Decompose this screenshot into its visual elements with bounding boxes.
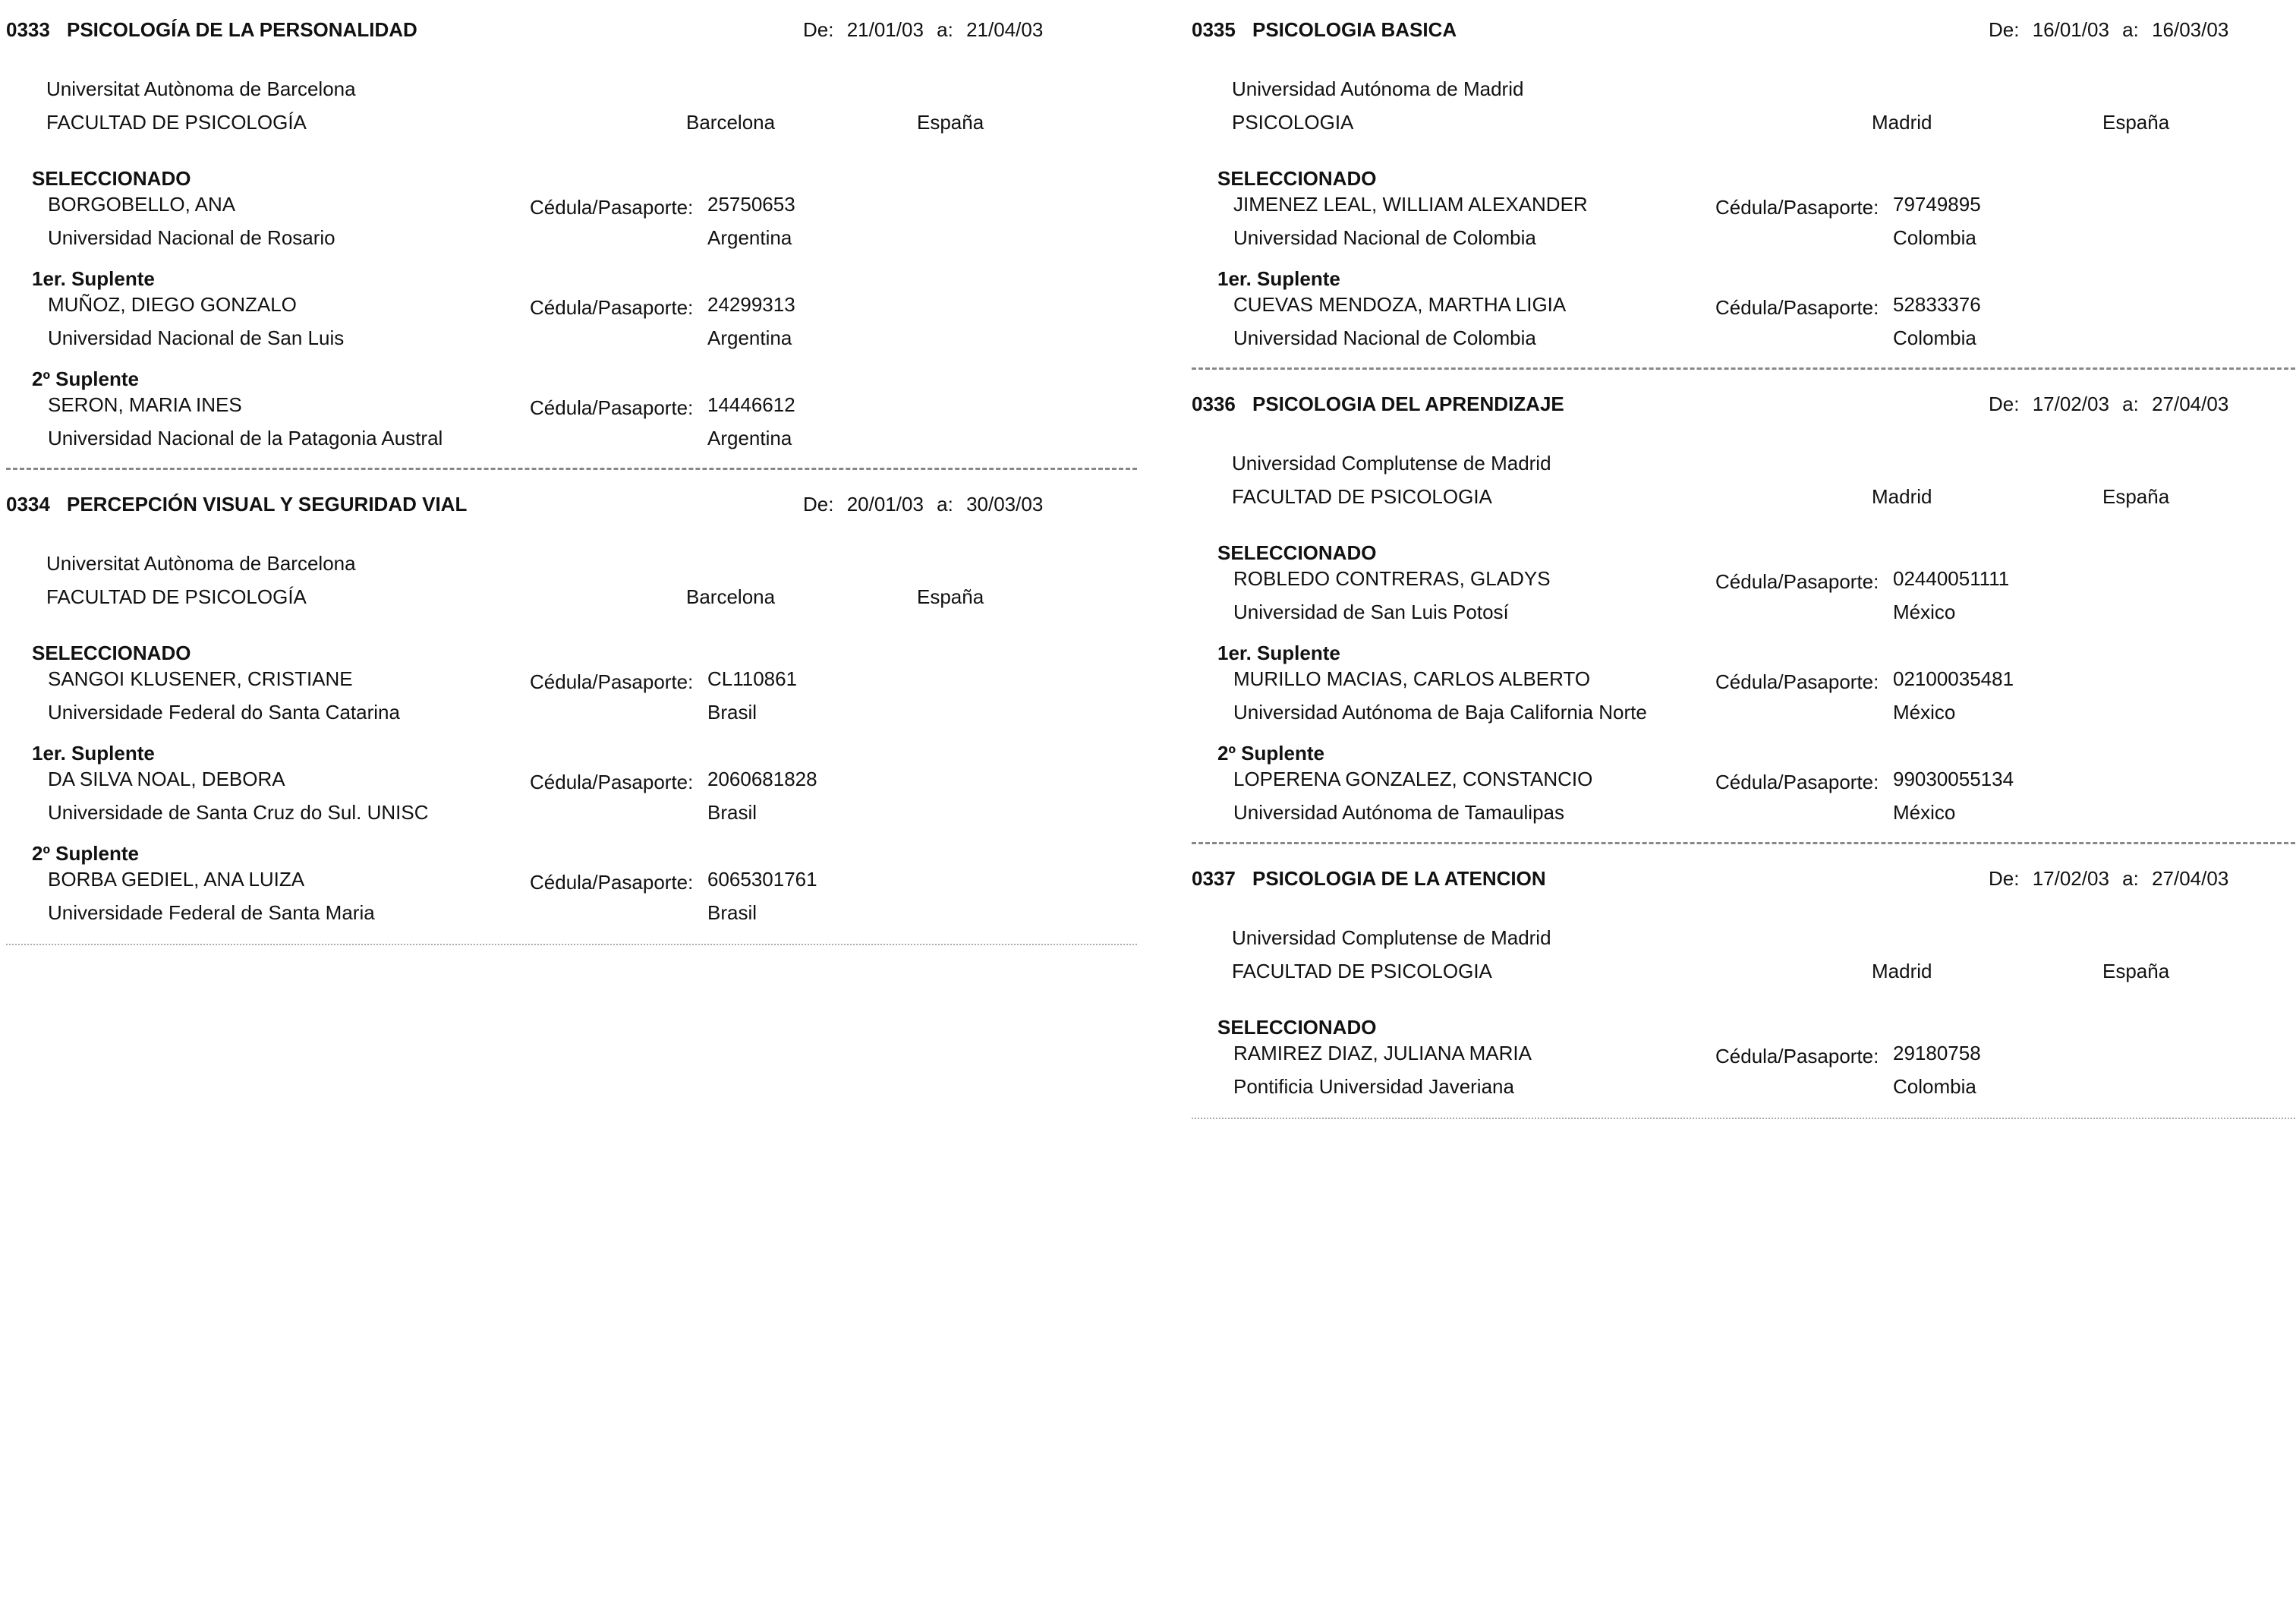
host-faculty: FACULTAD DE PSICOLOGIA: [1232, 485, 1492, 508]
candidate-entry: [1192, 538, 2296, 639]
candidate-name: BORBA GEDIEL, ANA LUIZA: [48, 868, 305, 891]
candidate-name-row: [1192, 768, 2296, 801]
course-title: PSICOLOGIA BASICA: [1252, 18, 1457, 41]
id-label: Cédula/Pasaporte:: [1715, 196, 1879, 219]
course-code: 0336: [1192, 393, 1236, 415]
candidate-name: RAMIREZ DIAZ, JULIANA MARIA: [1233, 1042, 1532, 1064]
right-column: [1192, 0, 2296, 1119]
candidate-id: 24299313: [707, 293, 795, 316]
section-divider: [1192, 842, 2296, 844]
candidate-name: JIMENEZ LEAL, WILLIAM ALEXANDER: [1233, 193, 1588, 216]
date-to: 30/03/03: [966, 493, 1044, 516]
host-faculty-row: [6, 111, 1137, 144]
candidate-university: Universidad Autónoma de Baja California Norte: [1233, 701, 1647, 724]
section-divider: [1192, 367, 2296, 370]
dates-from-label: De:: [803, 493, 834, 516]
candidate-role: 1er. Suplente: [1217, 642, 1340, 664]
candidate-name-row: [6, 293, 1137, 326]
host-institution-row: [1192, 452, 2296, 485]
candidate-name-row: [1192, 1042, 2296, 1075]
id-label: Cédula/Pasaporte:: [530, 871, 694, 894]
course-title: PERCEPCIÓN VISUAL Y SEGURIDAD VIAL: [67, 493, 468, 516]
host-city: Barcelona: [686, 111, 776, 134]
candidate-id: 29180758: [1893, 1042, 1981, 1064]
date-to: 27/04/03: [2152, 393, 2229, 415]
candidate-university-row: [1192, 801, 2296, 839]
candidate-country: Brasil: [707, 701, 757, 724]
top-margin: [6, 0, 1137, 18]
candidate-role: 2º Suplente: [32, 367, 139, 390]
candidate-role: 2º Suplente: [1217, 742, 1324, 765]
candidate-name: SANGOI KLUSENER, CRISTIANE: [48, 667, 353, 690]
candidate-role: SELECCIONADO: [32, 167, 191, 190]
candidate-role: 1er. Suplente: [32, 267, 155, 290]
course-code: 0334: [6, 493, 50, 516]
candidate-entry: [6, 264, 1137, 364]
host-faculty-row: [1192, 111, 2296, 144]
id-label: Cédula/Pasaporte:: [530, 771, 694, 793]
date-from: 17/02/03: [2032, 393, 2109, 415]
date-from: 16/01/03: [2032, 18, 2109, 41]
candidate-university-row: [6, 226, 1137, 264]
candidate-country: Argentina: [707, 427, 792, 449]
candidate-entry: [1192, 264, 2296, 364]
candidate-role: 2º Suplente: [32, 842, 139, 865]
host-faculty: PSICOLOGIA: [1232, 111, 1354, 134]
left-column: [6, 0, 1137, 945]
candidate-university: Universidade Federal do Santa Catarina: [48, 701, 400, 724]
candidate-name-row: [1192, 193, 2296, 226]
course-header: [1192, 393, 2296, 426]
course-dates: [1989, 867, 2236, 891]
course-header: [1192, 867, 2296, 900]
candidate-entry: [6, 639, 1137, 739]
candidate-university: Universidad Nacional de Colombia: [1233, 226, 1536, 249]
course-header: [6, 493, 1137, 526]
candidate-name-row: [6, 393, 1137, 427]
candidate-university: Universidad de San Luis Potosí: [1233, 601, 1509, 623]
host-faculty: FACULTAD DE PSICOLOGÍA: [46, 111, 307, 134]
candidate-university: Universidad Nacional de San Luis: [48, 326, 345, 349]
candidate-university: Universidade Federal de Santa Maria: [48, 901, 375, 924]
host-faculty: FACULTAD DE PSICOLOGÍA: [46, 585, 307, 608]
course-title: PSICOLOGÍA DE LA PERSONALIDAD: [67, 18, 417, 41]
dates-to-label: a:: [937, 18, 953, 41]
host-city: Madrid: [1872, 111, 1932, 134]
host-institution-row: [6, 77, 1137, 111]
candidate-name: MURILLO MACIAS, CARLOS ALBERTO: [1233, 667, 1591, 690]
host-faculty-row: [1192, 485, 2296, 519]
candidate-role: 1er. Suplente: [32, 742, 155, 765]
id-label: Cédula/Pasaporte:: [1715, 670, 1879, 693]
spacer: [6, 144, 1137, 164]
candidate-university-row: [1192, 226, 2296, 264]
host-faculty-row: [1192, 960, 2296, 993]
candidate-university: Universidad Nacional de Colombia: [1233, 326, 1536, 349]
date-to: 16/03/03: [2152, 18, 2229, 41]
candidate-name: BORGOBELLO, ANA: [48, 193, 236, 216]
id-label: Cédula/Pasaporte:: [1715, 1045, 1879, 1067]
candidate-name-row: [1192, 293, 2296, 326]
host-city: Madrid: [1872, 485, 1932, 508]
id-label: Cédula/Pasaporte:: [530, 296, 694, 319]
candidate-role: 1er. Suplente: [1217, 267, 1340, 290]
dates-to-label: a:: [2122, 393, 2139, 415]
candidate-id: 02100035481: [1893, 667, 2014, 690]
id-label: Cédula/Pasaporte:: [530, 670, 694, 693]
candidate-name: SERON, MARIA INES: [48, 393, 242, 416]
candidate-university-row: [1192, 1075, 2296, 1113]
candidate-list: [1192, 1013, 2296, 1113]
section-divider: [1192, 1118, 2296, 1119]
course-dates: [803, 18, 1050, 42]
dates-to-label: a:: [2122, 867, 2139, 890]
candidate-name-row: [1192, 667, 2296, 701]
course-block: [1192, 393, 2296, 839]
candidate-university-row: [6, 326, 1137, 364]
candidate-university: Universidade de Santa Cruz do Sul. UNISC: [48, 801, 429, 824]
candidate-university-row: [1192, 601, 2296, 639]
candidate-id: 99030055134: [1893, 768, 2014, 790]
course-block: [1192, 18, 2296, 364]
candidate-list: [6, 164, 1137, 465]
candidate-id: 25750653: [707, 193, 795, 216]
host-institution: Universidad Complutense de Madrid: [1232, 452, 1551, 475]
candidate-name: LOPERENA GONZALEZ, CONSTANCIO: [1233, 768, 1593, 790]
host-institution-row: [1192, 77, 2296, 111]
section-divider: [6, 944, 1137, 945]
host-institution: Universidad Complutense de Madrid: [1232, 926, 1551, 949]
host-faculty: FACULTAD DE PSICOLOGIA: [1232, 960, 1492, 982]
candidate-list: [1192, 538, 2296, 839]
course-header: [1192, 18, 2296, 52]
spacer: [1192, 144, 2296, 164]
course-header: [6, 18, 1137, 52]
host-city: Barcelona: [686, 585, 776, 608]
candidate-role: SELECCIONADO: [1217, 541, 1377, 564]
candidate-id: CL110861: [707, 667, 798, 690]
candidate-name-row: [1192, 567, 2296, 601]
host-country: España: [2102, 960, 2170, 982]
candidate-entry: [6, 739, 1137, 839]
dates-to-label: a:: [2122, 18, 2139, 41]
course-code: 0337: [1192, 867, 1236, 890]
course-code: 0333: [6, 18, 50, 41]
id-label: Cédula/Pasaporte:: [530, 196, 694, 219]
candidate-role: SELECCIONADO: [1217, 1016, 1377, 1039]
course-dates: [803, 493, 1050, 516]
host-institution: Universidad Autónoma de Madrid: [1232, 77, 1524, 100]
candidate-university-row: [1192, 326, 2296, 364]
course-dates: [1989, 393, 2236, 416]
candidate-id: 02440051111: [1893, 567, 2010, 590]
host-institution: Universitat Autònoma de Barcelona: [46, 77, 356, 100]
candidate-list: [1192, 164, 2296, 364]
candidate-name: MUÑOZ, DIEGO GONZALO: [48, 293, 297, 316]
course-title: PSICOLOGIA DEL APRENDIZAJE: [1252, 393, 1564, 415]
course-code: 0335: [1192, 18, 1236, 41]
candidate-entry: [6, 164, 1137, 264]
course-block: [1192, 867, 2296, 1113]
dates-from-label: De:: [1989, 393, 2020, 415]
candidate-entry: [6, 839, 1137, 939]
spacer: [1192, 993, 2296, 1013]
candidate-name-row: [6, 768, 1137, 801]
candidate-university: Universidad Autónoma de Tamaulipas: [1233, 801, 1565, 824]
dates-from-label: De:: [1989, 867, 2020, 890]
section-divider: [6, 468, 1137, 470]
dates-from-label: De:: [803, 18, 834, 41]
id-label: Cédula/Pasaporte:: [530, 396, 694, 419]
candidate-role: SELECCIONADO: [32, 642, 191, 664]
host-country: España: [2102, 111, 2170, 134]
candidate-entry: [6, 364, 1137, 465]
top-margin: [1192, 0, 2296, 18]
candidate-country: Colombia: [1893, 1075, 1976, 1098]
candidate-university-row: [1192, 701, 2296, 739]
candidate-name: ROBLEDO CONTRERAS, GLADYS: [1233, 567, 1551, 590]
candidate-country: Brasil: [707, 801, 757, 824]
spacer: [6, 52, 1137, 77]
id-label: Cédula/Pasaporte:: [1715, 296, 1879, 319]
course-block: [6, 18, 1137, 465]
candidate-entry: [1192, 639, 2296, 739]
candidate-university-row: [6, 701, 1137, 739]
spacer: [1192, 52, 2296, 77]
candidate-entry: [1192, 739, 2296, 839]
candidate-id: 52833376: [1893, 293, 1981, 316]
candidate-entry: [1192, 1013, 2296, 1113]
candidate-country: México: [1893, 701, 1956, 724]
host-faculty-row: [6, 585, 1137, 619]
candidate-university-row: [6, 801, 1137, 839]
id-label: Cédula/Pasaporte:: [1715, 570, 1879, 593]
date-to: 21/04/03: [966, 18, 1044, 41]
candidate-name-row: [6, 868, 1137, 901]
candidate-country: Brasil: [707, 901, 757, 924]
candidate-country: Colombia: [1893, 226, 1976, 249]
candidate-role: SELECCIONADO: [1217, 167, 1377, 190]
course-dates: [1989, 18, 2236, 42]
candidate-list: [6, 639, 1137, 939]
candidate-id: 79749895: [1893, 193, 1981, 216]
candidate-id: 14446612: [707, 393, 795, 416]
id-label: Cédula/Pasaporte:: [1715, 771, 1879, 793]
candidate-country: México: [1893, 601, 1956, 623]
candidate-name: DA SILVA NOAL, DEBORA: [48, 768, 285, 790]
candidate-university-row: [6, 427, 1137, 465]
candidate-university-row: [6, 901, 1137, 939]
spacer: [1192, 426, 2296, 452]
candidate-entry: [1192, 164, 2296, 264]
candidate-country: Argentina: [707, 326, 792, 349]
candidate-name-row: [6, 193, 1137, 226]
host-institution: Universitat Autònoma de Barcelona: [46, 552, 356, 575]
host-country: España: [917, 585, 984, 608]
candidate-university: Pontificia Universidad Javeriana: [1233, 1075, 1514, 1098]
candidate-id: 2060681828: [707, 768, 817, 790]
candidate-name-row: [6, 667, 1137, 701]
host-country: España: [2102, 485, 2170, 508]
host-country: España: [917, 111, 984, 134]
date-from: 20/01/03: [846, 493, 924, 516]
spacer: [1192, 519, 2296, 538]
date-from: 17/02/03: [2032, 867, 2109, 890]
course-block: [6, 493, 1137, 939]
candidate-country: Colombia: [1893, 326, 1976, 349]
candidate-id: 6065301761: [707, 868, 817, 891]
candidate-country: Argentina: [707, 226, 792, 249]
dates-from-label: De:: [1989, 18, 2020, 41]
spacer: [6, 526, 1137, 552]
date-to: 27/04/03: [2152, 867, 2229, 890]
dates-to-label: a:: [937, 493, 953, 516]
candidate-university: Universidad Nacional de la Patagonia Austral: [48, 427, 443, 449]
candidate-university: Universidad Nacional de Rosario: [48, 226, 335, 249]
spacer: [6, 619, 1137, 639]
candidate-name: CUEVAS MENDOZA, MARTHA LIGIA: [1233, 293, 1567, 316]
host-institution-row: [1192, 926, 2296, 960]
candidate-country: México: [1893, 801, 1956, 824]
date-from: 21/01/03: [846, 18, 924, 41]
course-title: PSICOLOGIA DE LA ATENCION: [1252, 867, 1546, 890]
spacer: [1192, 900, 2296, 926]
host-institution-row: [6, 552, 1137, 585]
host-city: Madrid: [1872, 960, 1932, 982]
